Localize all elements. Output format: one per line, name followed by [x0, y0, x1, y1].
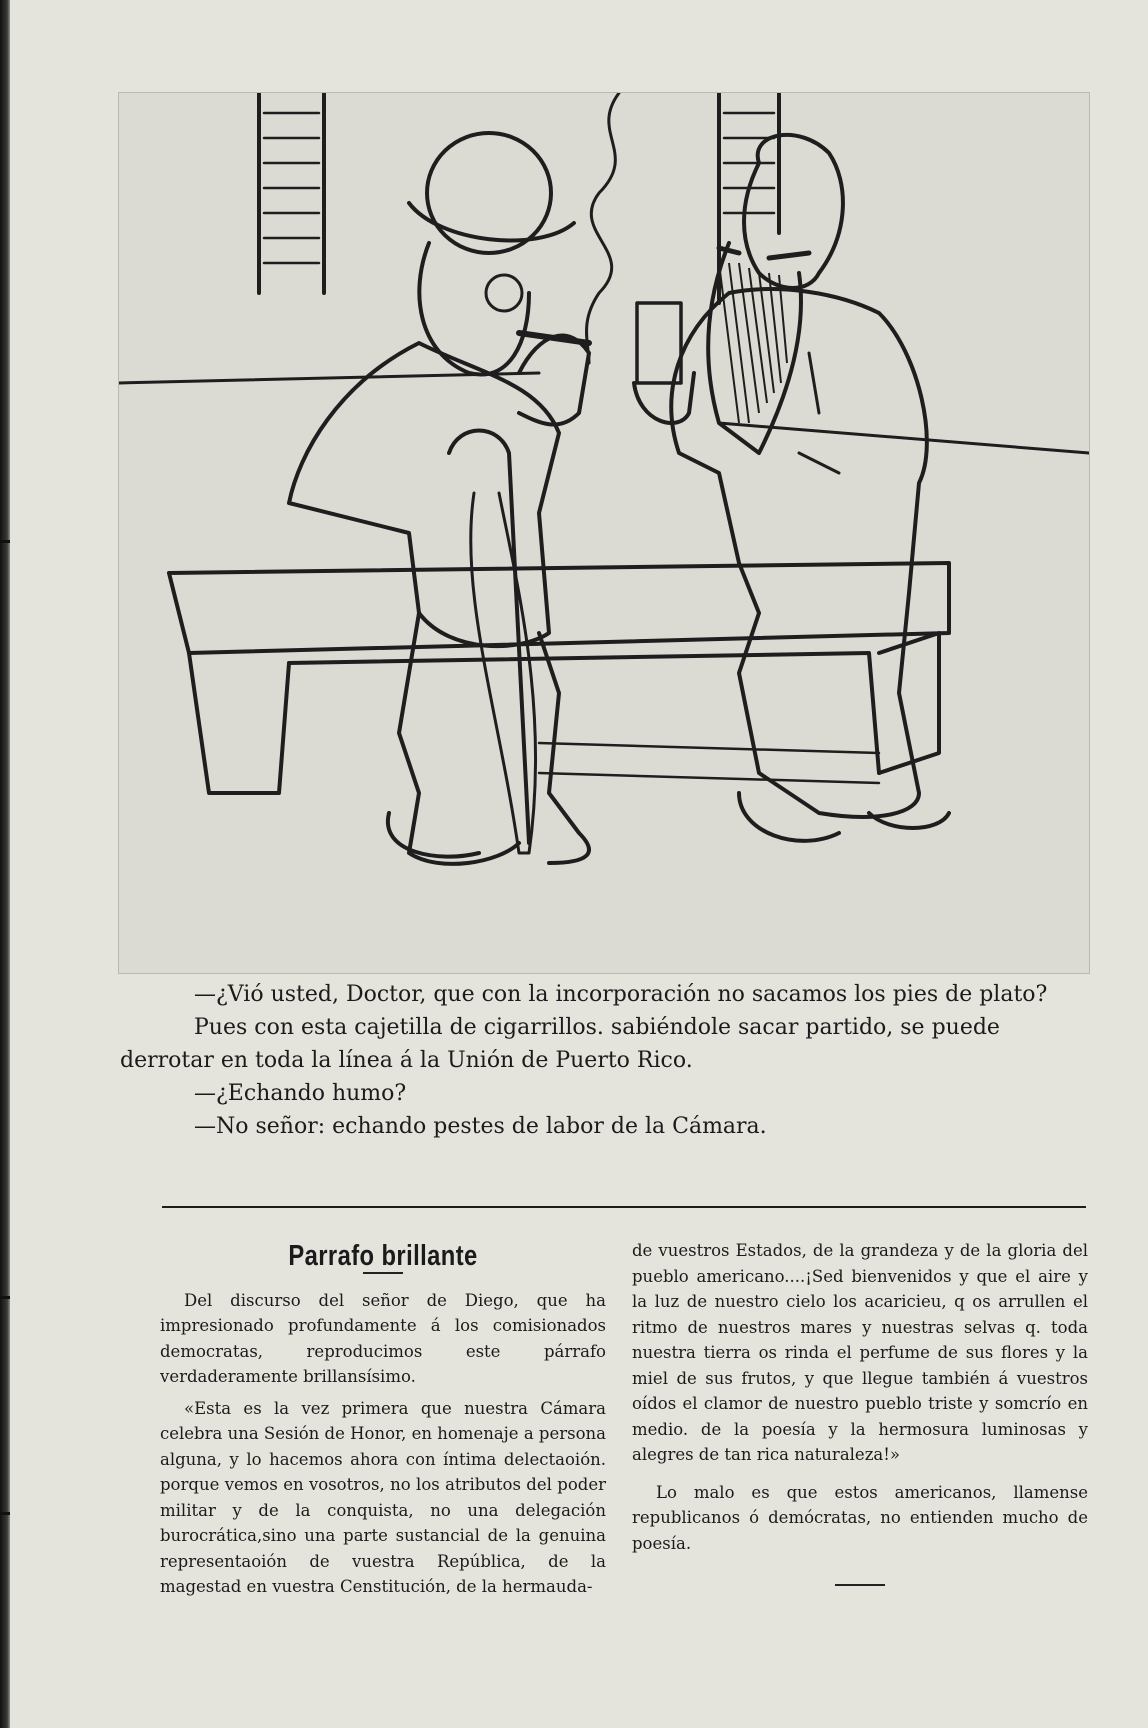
caption-line: —No señor: echando pestes de labor de la Cámara. — [194, 1114, 767, 1139]
article-closing: Lo malo es que estos americanos, llamense republicanos ó demócratas, no entienden mucho de poesía. — [632, 1482, 1088, 1553]
article-title: Parrafo brillante — [288, 1240, 478, 1272]
newspaper-page — [10, 0, 1148, 1728]
cartoon-illustration — [118, 92, 1090, 974]
article-column-left — [160, 1238, 606, 1606]
article-quote-part1: «Esta es la vez primera que nuestra Cámara celebra una Sesión de Honor, en homenaje a persona alguna, y lo hacemos ahora con íntima delectaoión. porque vemos en vosotros, no los atributos del poder militar y de la conquista, no una delegación burocrática,sino una parte sustancial de la genuina representaoión de vuestra República, de la magestad en vuestra Censtitución, de la hermauda- — [160, 1398, 606, 1596]
caption-line: Pues con esta cajetilla de cigarrillos. sabiéndole sacar partido, se puede derrotar en toda la línea á la Unión de Puerto Rico. — [120, 1015, 1000, 1073]
cartoon-caption — [120, 978, 1090, 1143]
article-intro: Del discurso del señor de Diego, que ha impresionado profundamente á los comisionados democratas, reproducimos este párrafo verdaderamente brillansísimo. — [160, 1290, 606, 1386]
article-column-right — [632, 1238, 1088, 1586]
caption-line: —¿Echando humo? — [194, 1081, 407, 1106]
caption-line: —¿Vió usted, Doctor, que con la incorporación no sacamos los pies de plato? — [194, 982, 1048, 1007]
end-mark — [835, 1584, 885, 1586]
section-divider — [162, 1206, 1086, 1208]
cartoon-drawing — [119, 93, 1089, 973]
article-quote-part2: de vuestros Estados, de la grandeza y de la gloria del pueblo americano....¡Sed bienvenidos y que el aire y la luz de nuestro cielo los acaricieu, q os arrullen el ritmo de nuestros mares y nuestras selvas q. toda nuestra tierra os rinda el perfume de sus flores y la miel de sus frutos, y que llegue también á vuestros oídos el clamor de nuestro pueblo triste y somcrío en medio. de la poesía y la hermosura luminosas y alegres de tan rica naturaleza!» — [632, 1241, 1088, 1464]
